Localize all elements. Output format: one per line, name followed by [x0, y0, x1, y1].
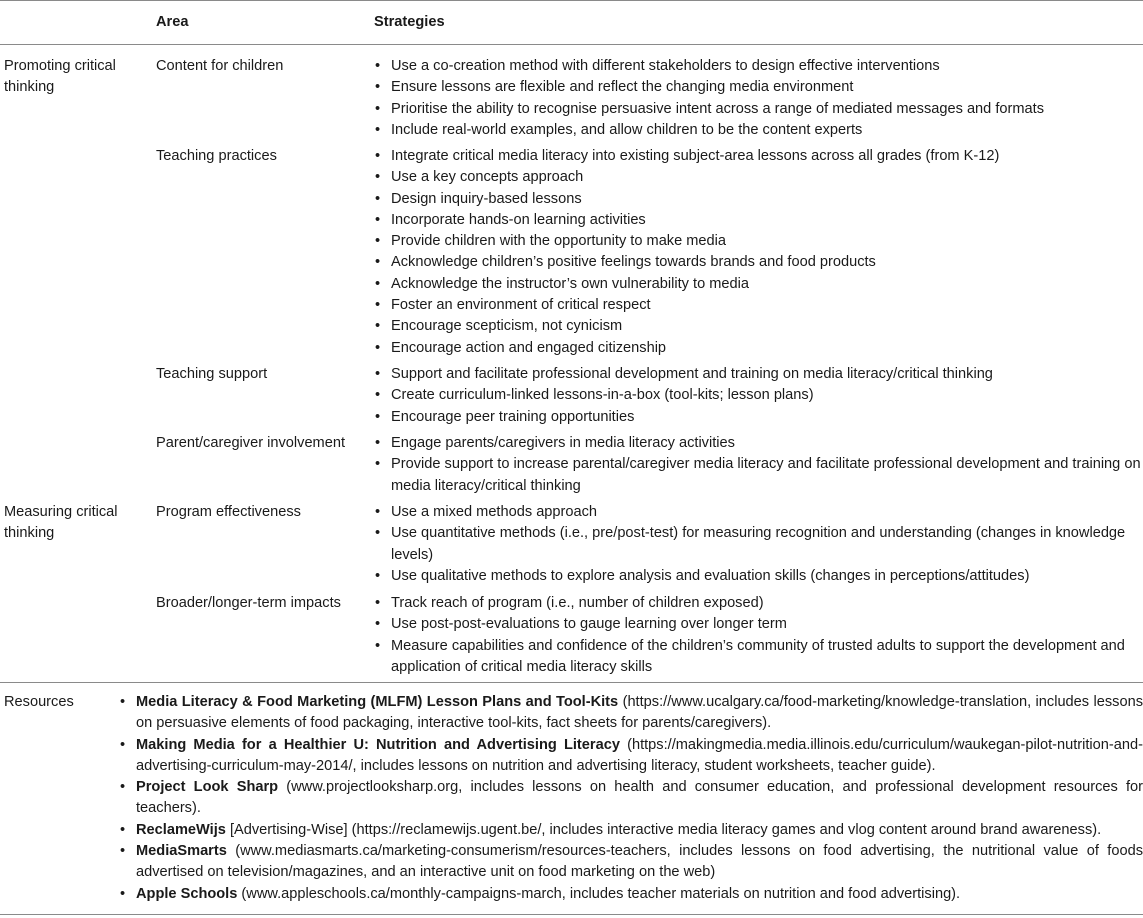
- area-label: Program effectiveness: [156, 504, 301, 520]
- resource-detail: (www.appleschools.ca/monthly-campaigns-march, includes teacher materials on nutrition and food advertising).: [237, 885, 961, 902]
- strategy-list: [374, 502, 1142, 587]
- strategy-item: • Create curriculum-linked lessons-in-a-box (tool-kits; lesson plans): [374, 385, 1142, 406]
- strategy-item: • Use a key concepts approach: [374, 167, 1142, 188]
- resource-title: Media Literacy & Food Marketing (MLFM) Lesson Plans and Tool-Kits: [136, 694, 619, 710]
- strategy-item: • Provide support to increase parental/caregiver media literacy and facilitate professional development and training on media literacy/critical thinking: [374, 454, 1142, 497]
- header-rule: [0, 44, 1143, 45]
- strategy-item: • Foster an environment of critical respect: [374, 295, 1142, 316]
- resource-detail: (https://makingmedia.media.illinois.edu/curriculum/waukegan-pilot-nutrition-and-advertising-curriculum-may-2014/, includes lessons on nutrition and advertising literacy, student worksheets, teacher guide).: [136, 736, 1143, 774]
- resource-item: [117, 777, 1143, 820]
- resource-detail: (www.mediasmarts.ca/marketing-consumerism/resources-teachers, includes lessons on food advertising, the nutritional value of foods advertised on television/magazines, and an interactive unit on food marketing on the web): [136, 843, 1143, 881]
- area-label: Teaching support: [156, 366, 268, 382]
- section-label: Promoting critical thinking: [4, 58, 116, 96]
- strategy-item: • Engage parents/caregivers in media literacy activities: [374, 433, 1142, 454]
- strategy-item: • Provide children with the opportunity to make media: [374, 231, 1142, 252]
- resource-detail: [Advertising-Wise] (https://reclamewijs.ugent.be/, includes interactive media literacy games and vlog content around brand awareness).: [225, 821, 1102, 838]
- strategy-item: • Encourage action and engaged citizenship: [374, 338, 1142, 359]
- strategy-item: • Use a co-creation method with different stakeholders to design effective interventions: [374, 56, 1142, 77]
- resource-item: [117, 841, 1143, 884]
- strategy-list: [374, 433, 1142, 497]
- strategy-item: • Use quantitative methods (i.e., pre/post-test) for measuring recognition and understanding (changes in knowledge levels): [374, 523, 1142, 566]
- resource-title: Project Look Sharp: [136, 779, 279, 796]
- resources-list: [117, 692, 1143, 905]
- area-label: Content for children: [156, 58, 284, 74]
- header-area: Area: [156, 14, 189, 30]
- resource-title: MediaSmarts: [136, 843, 227, 860]
- area-label: Teaching practices: [156, 148, 277, 164]
- section-rule: [0, 682, 1143, 683]
- strategy-list: [374, 146, 1142, 359]
- area-label: Broader/longer-term impacts: [156, 595, 341, 611]
- area-label: Parent/caregiver involvement: [156, 435, 345, 451]
- strategy-item: • Use post-post-evaluations to gauge learning over longer term: [374, 614, 1142, 635]
- strategy-list: [374, 56, 1142, 141]
- resources-label: Resources: [4, 694, 74, 710]
- resource-detail: (www.projectlooksharp.org, includes lessons on health and consumer education, and professional development resources for teachers).: [136, 779, 1143, 817]
- strategy-item: • Prioritise the ability to recognise persuasive intent across a range of mediated messages and formats: [374, 99, 1142, 120]
- resource-title: Apple Schools: [136, 885, 238, 902]
- strategy-item: • Measure capabilities and confidence of the children’s community of trusted adults to support the development and application of critical media literacy skills: [374, 636, 1142, 679]
- resource-item: [117, 884, 1143, 905]
- resource-detail: (https://www.ucalgary.ca/food-marketing/knowledge-translation, includes lessons on persuasive elements of food packaging, interactive tool-kits, fact sheets for parents/caregivers).: [136, 694, 1143, 732]
- strategy-item: • Integrate critical media literacy into existing subject-area lessons across all grades (from K-12): [374, 146, 1142, 167]
- strategy-item: • Use qualitative methods to explore analysis and evaluation skills (changes in perceptions/attitudes): [374, 566, 1142, 587]
- strategy-item: • Use a mixed methods approach: [374, 502, 1142, 523]
- strategy-item: • Acknowledge children’s positive feelings towards brands and food products: [374, 252, 1142, 273]
- strategy-item: • Track reach of program (i.e., number of children exposed): [374, 593, 1142, 614]
- strategy-list: [374, 364, 1142, 428]
- strategy-item: • Encourage scepticism, not cynicism: [374, 316, 1142, 337]
- bottom-rule: [0, 914, 1143, 915]
- strategy-item: • Acknowledge the instructor’s own vulnerability to media: [374, 274, 1142, 295]
- strategy-item: • Support and facilitate professional development and training on media literacy/critical thinking: [374, 364, 1142, 385]
- resource-item: [117, 692, 1143, 735]
- strategy-item: • Include real-world examples, and allow children to be the content experts: [374, 120, 1142, 141]
- resource-item: [117, 820, 1143, 841]
- top-rule: [0, 0, 1143, 1]
- strategy-list: [374, 593, 1142, 678]
- resource-item: [117, 735, 1143, 778]
- resource-title: Making Media for a Healthier U: Nutrition and Advertising Literacy: [136, 736, 620, 753]
- strategy-item: • Encourage peer training opportunities: [374, 407, 1142, 428]
- strategy-item: • Incorporate hands-on learning activities: [374, 210, 1142, 231]
- resource-title: ReclameWijs: [136, 821, 226, 838]
- strategy-item: • Design inquiry-based lessons: [374, 189, 1142, 210]
- header-strategies: Strategies: [374, 14, 445, 30]
- section-label: Measuring critical thinking: [4, 504, 118, 542]
- strategy-item: • Ensure lessons are flexible and reflect the changing media environment: [374, 77, 1142, 98]
